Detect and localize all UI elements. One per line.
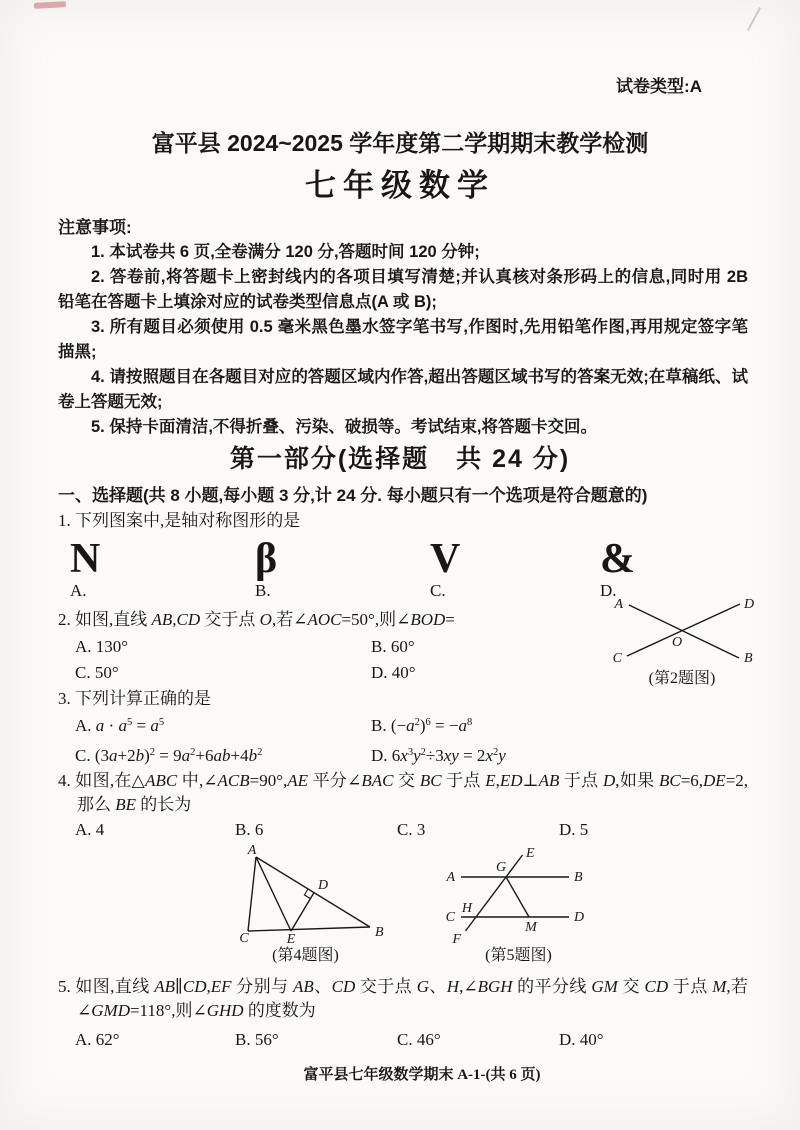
q5-fig-label-g: G (495, 860, 507, 875)
q3-options (75, 713, 640, 769)
figures-row (218, 843, 800, 965)
q1-option-b-label: B. (255, 581, 271, 600)
q5-figure (441, 843, 596, 965)
q4-fig-label-e: E (286, 932, 296, 947)
q3-option-b: B. $(-a^2)^6 = -a^8$ (371, 716, 473, 735)
q2-fig-label-o: O (671, 635, 683, 650)
q2-fig-label-c: C (612, 651, 622, 666)
q2-option-c: C. 50° (75, 663, 119, 682)
q1-option-d (600, 537, 800, 601)
q4-fig-label-d: D (318, 878, 329, 893)
q5-fig-label-d: D (574, 910, 585, 925)
question-5 (0, 975, 800, 1051)
q1-glyph-v: V (430, 536, 461, 582)
page-footer: 富平县七年级数学期末 A-1-(共 6 页) (303, 1067, 541, 1083)
q1-option-b (255, 537, 430, 601)
q2-figure-caption: (第2题图) (648, 670, 716, 687)
q4-figure (218, 843, 393, 965)
q3-stem: 3. 下列计算正确的是 (58, 689, 211, 708)
q5-option-c: C. 46° (397, 1030, 441, 1049)
q4-fig-label-b: B (375, 925, 384, 940)
q3-option-a: A. $a \cdot a^5 = a^5$ (75, 716, 165, 735)
q5-fig-label-c: C (445, 910, 455, 925)
exam-subject-title: 七年级数学 (305, 168, 495, 203)
q2-option-b: B. 60° (371, 637, 415, 656)
q1-options (70, 537, 800, 601)
q2-options (75, 635, 570, 684)
q2-fig-label-a: A (614, 597, 623, 612)
q2-fig-label-b: B (744, 651, 753, 666)
q5-option-a: A. 62° (75, 1030, 120, 1049)
q4-figure-caption: (第4题图) (272, 947, 339, 964)
q2-fig-label-d: D (744, 597, 755, 612)
q2-option-a: A. 130° (75, 637, 129, 656)
q4-stem: 4. 如图,在△ABC 中,∠ACB=90°,AE 平分∠BAC 交 BC 于点 E,ED⊥AB 于点 D,如果 BC=6,DE=2,那么 BE 的长为 (58, 771, 749, 814)
notice-item-3: 3. 所有题目必须使用 0.5 毫米黑色墨水签字笔书写,作图时,先用铅笔作图,再用规定签字笔描黑; (58, 318, 748, 361)
exam-title: 富平县 2024~2025 学年度第二学期期末教学检测 (151, 130, 649, 156)
q2-figure (602, 594, 762, 688)
q4-figure-drawing (218, 843, 393, 947)
q4-option-c: C. 3 (397, 820, 426, 839)
q1-stem: 1. 下列图案中,是轴对称图形的是 (58, 511, 301, 530)
q3-option-c: C. $(3a+2b)^2 = 9a^2+6ab+4b^2$ (75, 746, 263, 765)
q5-fig-label-b: B (574, 870, 583, 885)
q5-fig-label-f: F (452, 932, 461, 947)
q5-figure-drawing (441, 843, 596, 947)
q4-option-a: A. 4 (75, 820, 105, 839)
q4-option-d: D. 5 (559, 820, 589, 839)
q1-glyph-beta: β (255, 536, 278, 582)
q5-fig-label-e: E (526, 846, 535, 861)
question-1 (0, 509, 800, 601)
q5-fig-label-m: M (525, 920, 537, 935)
q5-fig-label-h: H (461, 901, 472, 916)
notice-item-2: 2. 答卷前,将答题卡上密封线内的各项目填写清楚;并认真核对条形码上的信息,同时用 2B 铅笔在答题卡上填涂对应的试卷类型信息点(A 或 B); (58, 268, 748, 311)
q2-stem: 2. 如图,直线 AB,CD 交于点 O,若∠AOC=50°,则∠BOD= (58, 610, 455, 629)
q1-glyph-n: N (70, 536, 101, 582)
q2-figure-drawing (602, 594, 762, 670)
notice-item-4: 4. 请按照题目在各题目对应的答题区域内作答,超出答题区域书写的答案无效;在草稿纸、试卷上答题无效; (58, 368, 748, 411)
q5-options (75, 1029, 748, 1051)
q5-figure-caption: (第5题图) (485, 947, 552, 964)
q2-option-d: D. 40° (371, 663, 416, 682)
notice-heading: 注意事项: (58, 218, 132, 237)
q4-fig-label-a: A (247, 843, 257, 858)
question-4 (0, 769, 800, 841)
part1-intro: 一、选择题(共 8 小题,每小题 3 分,计 24 分. 每小题只有一个选项是符合题意的) (58, 486, 648, 505)
q3-option-d: D. $6x^3y^2\div 3xy = 2x^2y$ (371, 746, 506, 765)
q4-options (75, 819, 748, 841)
q1-option-a-label: A. (70, 581, 87, 600)
q1-option-c (430, 537, 600, 601)
q1-option-a (70, 537, 255, 601)
question-3 (0, 687, 800, 769)
q1-glyph-ampersand: & (600, 536, 635, 582)
q1-option-d-label: D. (600, 581, 617, 600)
q4-fig-label-c: C (239, 931, 249, 946)
q5-option-d: D. 40° (559, 1030, 604, 1049)
q5-stem: 5. 如图,直线 AB∥CD,EF 分别与 AB、CD 交于点 G、H,∠BGH 的平分线 GM 交 CD 于点 M,若∠GMD=118°,则∠GHD 的度数为 (58, 977, 749, 1020)
notice-item-5: 5. 保持卡面清洁,不得折叠、污染、破损等。考试结束,将答题卡交回。 (91, 418, 598, 436)
paper-type-label: 试卷类型:A (616, 77, 702, 96)
q5-option-b: B. 56° (235, 1030, 279, 1049)
section1-heading: 第一部分(选择题 共 24 分) (229, 445, 571, 473)
notice-item-1: 1. 本试卷共 6 页,全卷满分 120 分,答题时间 120 分钟; (91, 243, 480, 261)
q1-option-c-label: C. (430, 581, 446, 600)
question-2 (0, 597, 800, 687)
q5-fig-label-a: A (446, 870, 455, 885)
q4-option-b: B. 6 (235, 820, 264, 839)
